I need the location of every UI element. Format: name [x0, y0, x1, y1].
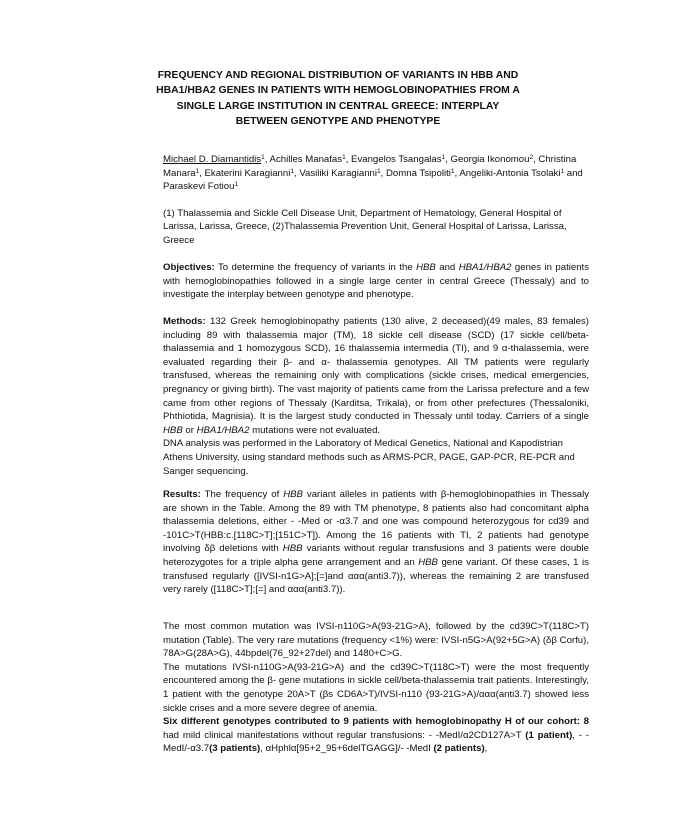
author-3: Evangelos Tsangalas$^1$,	[351, 154, 451, 165]
objectives-section: Objectives: To determine the frequency of variants in the HBB and HBA1/HBA2 genes in patients with hemoglobinopathies followed in a single large center in central Greece (Thessaly) and to investigate the interplay between genotype and phenotype.	[163, 262, 589, 301]
paper-title: FREQUENCY AND REGIONAL DISTRIBUTION OF VARIANTS IN HBB AND HBA1/HBA2 GENES IN PATIENTS WITH HEMOGLOBINOPATHIES FROM A SINGLE LARGE INSTITUTION IN CENTRAL GREECE: INTERPLAY BETWEEN GENOTYPE AND PHENOTYPE	[156, 70, 520, 128]
results-section: Results: The frequency of HBB variant alleles in patients with β-hemoglobinopathies in Thessaly are shown in the Table. Among the 89 with TM phenotype, 8 patients also had concomitant alpha thalassemia deletions, either - -Med or -α3.7 and one was compound heterozygous for cd39 and -101C>T(HBB:c.[118C>T];[151C>T]). Among the 16 patients with TI, 2 patients had genotype involving δβ deletions with HBB variants without regular transfusions and 3 patients were double heterozygotes for a triple alpha gene arrangement and an HBB gene variant. Of these cases, 1 is transfused regularly ([IVSI-n1G>A];[=]and ααα(anti3.7)), whereas the remaining 2 are transfused very rarely ([118C>T];[=] and ααα(anti3.7)).	[163, 489, 590, 596]
methods-label: Methods:	[163, 316, 206, 327]
author-6: Ekaterini Karagianni$^1$,	[204, 167, 300, 179]
sickle-cell-paragraph: The mutations IVSI-n110G>A(93-21G>A) and the cd39C>T(118C>T) were the most frequently encountered among the β- gene mutations in sickle cell/beta-thalassemia trait patients. Interestingly, 1 patient with the genotype 20A>T (βs CD6A>T)/IVSI-n110 (93-21G>A)/ααα(anti3.7) showed less sickle crises and a more severe degree of anemia.	[163, 661, 589, 714]
results-label: Results:	[163, 489, 201, 500]
most-common-paragraph: The most common mutation was IVSI-n110G>A(93-21G>A), followed by the cd39C>T(118C>T) mutation (Table). The very rare mutations (frequency <1%) were: IVSI-n5G>A(92+5G>A) (δβ Corfu), 78A>G(28A>G), 44bpdel(76_92+27del) and 1480+C>G.	[163, 621, 589, 660]
methods-dna-paragraph: DNA analysis was performed in the Laboratory of Medical Genetics, National and Kapodistrian Athens University, using standard methods such as ARMS-PCR, PAGE, GAP-PCR, RE-PCR and Sanger sequencing.	[163, 438, 575, 477]
hbh-paragraph: Six different genotypes contributed to 9 patients with hemoglobinopathy H of our cohort: 8 had mild clinical manifestations without regular transfusions: - -MedI/α2CD127A>T (1 patient), - -MedI/-α3.7(3 patients), αHphlα[95+2_95+6delTGAGG]/- -MedI (2 patients),	[163, 716, 589, 755]
objectives-label: Objectives:	[163, 262, 215, 273]
methods-section: Methods: 132 Greek hemoglobinopathy patients (130 alive, 2 deceased)(49 males, 83 females) including 89 with thalassemia major (TM), 18 sickle cell disease (SCD) (17 sickle cell/beta-thalassemia and 1 homozygous SCD), 16 thalassemia intermedia (TI), and 9 α-thalassemia, were evaluated regarding their β- and α- thalassemia genotypes. All TM patients were regularly transfused, whereas the remaining only with complications (sickle crises, medical emergencies, pregnancy or giving birth). The vast majority of patients came from the Larissa prefecture and a few came from other regions of Thessaly (Karditsa, Trikala), or from other prefectures (Thessaloniki, Phthiotida, Magnisia). It is the largest study conducted in Thessaly until today. Carriers of a single HBB or HBA1/HBA2 mutations were not evaluated. DNA analysis was performed in the Laboratory of Medical Genetics, National and Kapodistrian Athens University, using standard methods such as ARMS-PCR, PAGE, GAP-PCR, RE-PCR and Sanger sequencing.	[163, 316, 589, 477]
author-4: Georgia Ikonomou$^2$,	[450, 154, 539, 165]
author-8: Domna Tsipoliti$^1$,	[386, 167, 460, 179]
results-continued	[163, 620, 589, 756]
author-5: Christina Manara$^1$,	[163, 154, 577, 179]
author-1: Michael D. Diamantidis$^1$,	[163, 154, 270, 165]
author-10: Paraskevi Fotiou$^1$	[163, 181, 239, 193]
affiliations: (1) Thalassemia and Sickle Cell Disease Unit, Department of Hematology, General Hospital of Larissa, Larissa, Greece, (2)Thalassemia Prevention Unit, General Hospital of Larissa, Larissa, Greece	[163, 208, 567, 246]
author-9: Angeliki-Antonia Tsolaki$^1$ and	[459, 167, 583, 179]
author-list	[163, 153, 589, 194]
author-7: Vasiliki Karagianni$^1$,	[299, 167, 386, 179]
author-2: Achilles Manafas$^1$,	[269, 154, 352, 165]
